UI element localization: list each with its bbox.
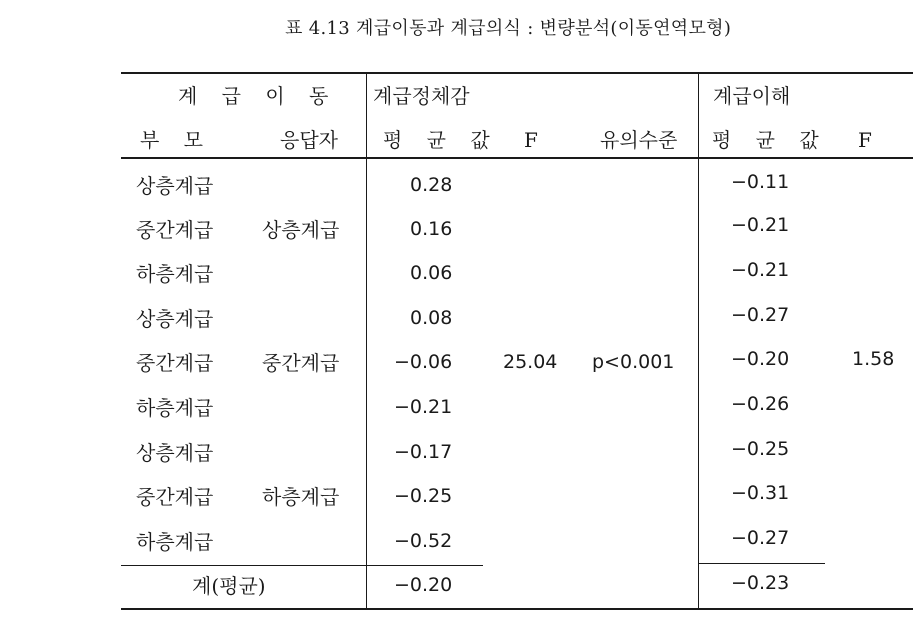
identity-mean-cell: 0.06: [410, 262, 453, 284]
parent-class-cell: 상층계급: [136, 441, 214, 465]
column-divider-understanding: [698, 72, 699, 610]
understanding-mean-cell: −0.11: [731, 171, 790, 193]
identity-mean-cell: −0.06: [394, 351, 453, 373]
understanding-mean-cell: −0.21: [731, 259, 790, 281]
header-parent: 부 모: [140, 128, 212, 152]
understanding-mean-cell: −0.25: [731, 438, 790, 460]
identity-mean-cell: −0.52: [394, 530, 453, 552]
header-class-identity: 계급정체감: [373, 84, 470, 108]
understanding-mean-cell: −0.31: [731, 482, 790, 504]
header-f-identity: F: [524, 128, 538, 152]
total-rule-left: [121, 565, 483, 566]
respondent-class-cell: 상층계급: [262, 218, 340, 242]
identity-mean-cell: 0.16: [410, 218, 453, 240]
header-class-understanding: 계급이해: [713, 84, 791, 108]
understanding-mean-cell: −0.21: [731, 214, 790, 236]
header-class-mobility: 계 급 이 동: [178, 84, 338, 108]
understanding-mean-cell: −0.20: [731, 348, 790, 370]
understanding-mean-cell: −0.27: [731, 527, 790, 549]
parent-class-cell: 중간계급: [136, 351, 214, 375]
header-rule: [121, 157, 913, 159]
top-rule: [121, 72, 913, 74]
identity-mean-cell: 0.08: [410, 307, 453, 329]
parent-class-cell: 중간계급: [136, 485, 214, 509]
respondent-class-cell: 중간계급: [262, 351, 340, 375]
identity-mean-cell: −0.21: [394, 396, 453, 418]
parent-class-cell: 중간계급: [136, 218, 214, 242]
header-mean-identity: 평 균 값: [383, 128, 499, 152]
header-respondent: 응답자: [280, 128, 338, 152]
parent-class-cell: 하층계급: [136, 262, 214, 286]
understanding-mean-cell: −0.26: [731, 393, 790, 415]
significance-value: p<0.001: [592, 351, 675, 373]
column-divider-mobility: [366, 72, 367, 610]
understanding-mean-cell: −0.27: [731, 304, 790, 326]
header-f-understanding: F: [858, 128, 872, 152]
header-mean-understanding: 평 균 값: [712, 128, 828, 152]
total-identity-mean: −0.20: [394, 574, 453, 596]
parent-class-cell: 하층계급: [136, 396, 214, 420]
f-understanding-value: 1.58: [852, 348, 895, 370]
f-identity-value: 25.04: [503, 351, 558, 373]
identity-mean-cell: −0.25: [394, 485, 453, 507]
parent-class-cell: 상층계급: [136, 307, 214, 331]
identity-mean-cell: −0.17: [394, 441, 453, 463]
total-rule-right: [698, 563, 825, 564]
total-understanding-mean: −0.23: [731, 572, 790, 594]
parent-class-cell: 상층계급: [136, 174, 214, 198]
header-significance: 유의수준: [600, 128, 678, 152]
identity-mean-cell: 0.28: [410, 174, 453, 196]
respondent-class-cell: 하층계급: [262, 485, 340, 509]
table-title: 표 4.13 계급이동과 계급의식 : 변량분석(이동연역모형): [285, 18, 732, 39]
bottom-rule: [121, 608, 913, 610]
total-label: 계(평균): [192, 574, 266, 598]
parent-class-cell: 하층계급: [136, 530, 214, 554]
